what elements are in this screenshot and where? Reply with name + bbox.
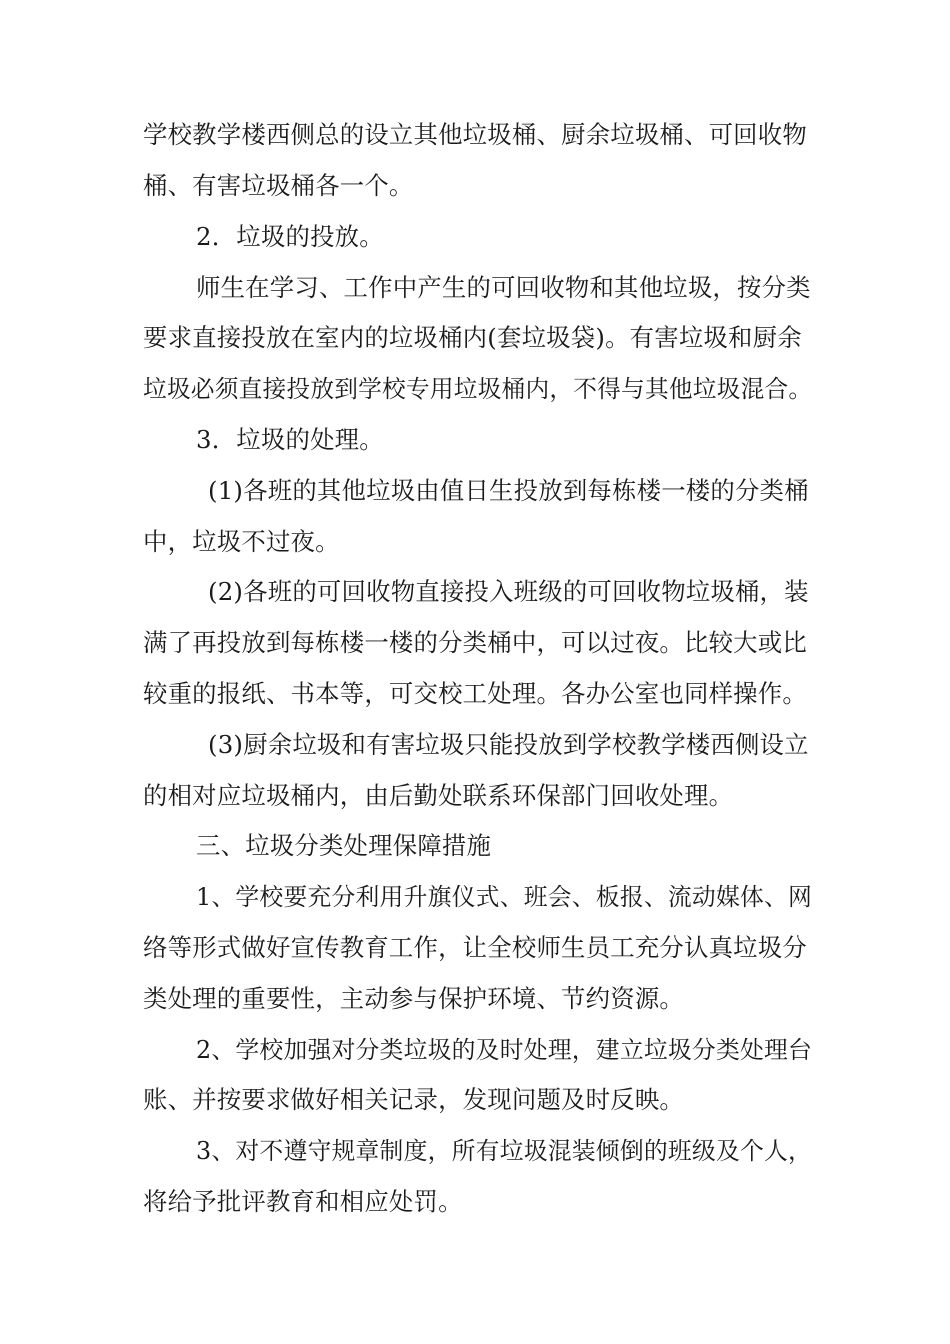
text-line: 师生在学习、工作中产生的可回收物和其他垃圾，按分类 (196, 273, 811, 302)
section-heading: 三、垃圾分类处理保障措施 (196, 831, 492, 860)
list-item: (2)各班的可回收物直接投入班级的可回收物垃圾桶，装 (208, 577, 809, 606)
list-item: 3、对不遵守规章制度，所有垃圾混装倾倒的班级及个人， (196, 1137, 813, 1165)
text-line: 桶、有害垃圾桶各一个。 (143, 171, 414, 200)
section-heading: 2．垃圾的投放。 (196, 222, 384, 251)
text-line: 的相对应垃圾桶内，由后勤处联系环保部门回收处理。 (143, 781, 734, 810)
section-heading: 3．垃圾的处理。 (196, 425, 384, 454)
text-line: 要求直接投放在室内的垃圾桶内(套垃圾袋)。有害垃圾和厨余 (143, 323, 802, 352)
list-item: (1)各班的其他垃圾由值日生投放到每栋楼一楼的分类桶 (208, 476, 809, 505)
text-line: 较重的报纸、书本等，可交校工处理。各办公室也同样操作。 (143, 679, 807, 708)
text-line: 中，垃圾不过夜。 (143, 527, 340, 556)
text-line: 类处理的重要性，主动参与保护环境、节约资源。 (143, 984, 684, 1013)
list-item: 1、学校要充分利用升旗仪式、班会、板报、流动媒体、网 (196, 883, 813, 911)
text-line: 账、并按要求做好相关记录，发现问题及时反映。 (143, 1085, 684, 1114)
text-line: 垃圾必须直接投放到学校专用垃圾桶内，不得与其他垃圾混合。 (143, 375, 813, 403)
list-item: (3)厨余垃圾和有害垃圾只能投放到学校教学楼西侧设立 (208, 730, 809, 759)
text-line: 学校教学楼西侧总的设立其他垃圾桶、厨余垃圾桶、可回收物 (143, 120, 807, 149)
text-line: 络等形式做好宣传教育工作，让全校师生员工充分认真垃圾分 (143, 933, 807, 962)
list-item: 2、学校加强对分类垃圾的及时处理，建立垃圾分类处理台 (196, 1036, 813, 1064)
text-line: 将给予批评教育和相应处罚。 (143, 1187, 463, 1216)
text-line: 满了再投放到每栋楼一楼的分类桶中，可以过夜。比较大或比 (143, 628, 807, 657)
